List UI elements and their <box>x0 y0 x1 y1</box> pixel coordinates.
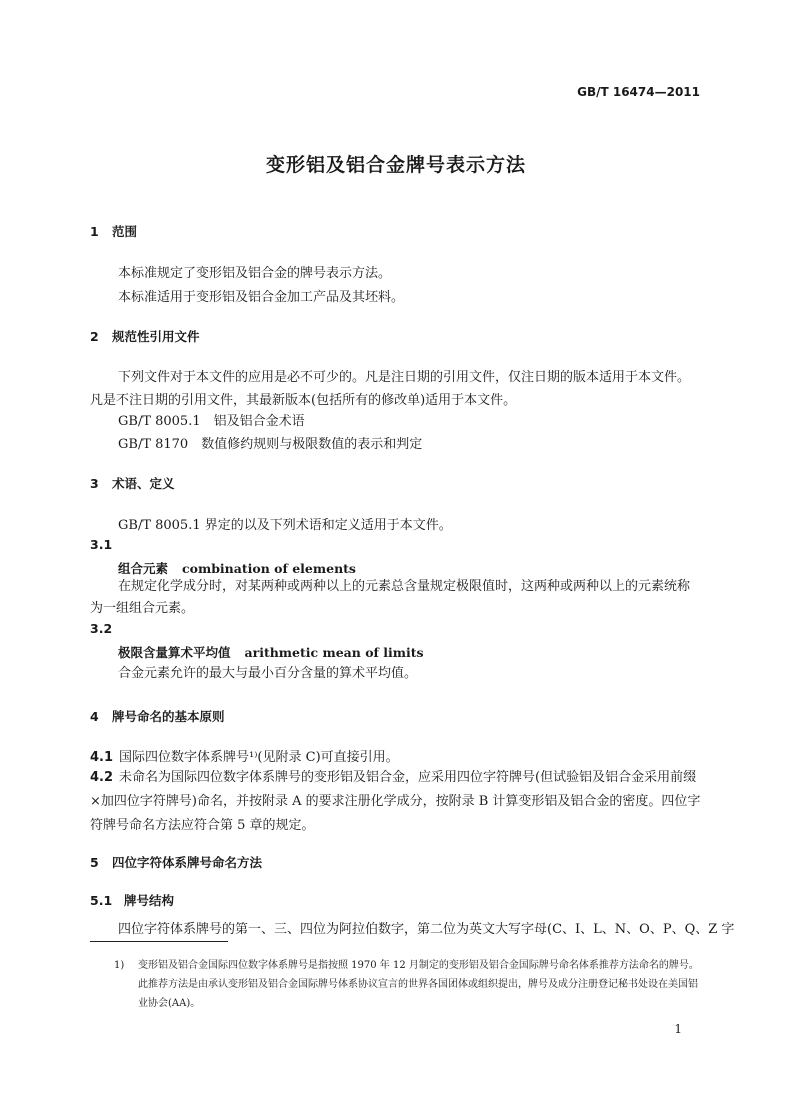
clause-number: 4.2 <box>90 770 114 785</box>
term-english: combination of elements <box>182 561 356 576</box>
reference-item: GB/T 8005.1 铝及铝合金术语 <box>118 414 305 429</box>
clause <box>90 746 399 765</box>
section-number: 4 <box>90 709 99 724</box>
section-title: 规范性引用文件 <box>112 329 200 344</box>
section-5-heading <box>90 853 262 871</box>
section-title: 四位字符体系牌号命名方法 <box>112 855 263 870</box>
paragraph: 四位字符体系牌号的第一、三、四位为阿拉伯数字，第二位为英文大写字母(C、I、L、N、O、P、Q、Z 字 <box>118 922 735 937</box>
standard-number: GB/T 16474—2011 <box>577 85 700 99</box>
term-number: 3.1 <box>90 537 113 552</box>
section-number: 1 <box>90 224 99 239</box>
term-chinese: 极限含量算术平均值 <box>118 645 231 660</box>
reference-item: GB/T 8170 数值修约规则与极限数值的表示和判定 <box>118 437 423 452</box>
section-title: 术语、定义 <box>112 476 175 491</box>
subsection-title: 牌号结构 <box>124 893 175 908</box>
section-number: 2 <box>90 329 99 344</box>
paragraph: 本标准规定了变形铝及铝合金的牌号表示方法。 <box>118 266 392 281</box>
clause <box>90 766 702 838</box>
section-4-heading <box>90 707 225 725</box>
term-chinese: 组合元素 <box>118 561 169 576</box>
footnote-text: 变形铝及铝合金国际四位数字体系牌号是指按照 1970 年 12 月制定的变形铝及铝合金国际牌号命名体系推荐方法命名的牌号。此推荐方法是由承认变形铝及铝合金国际牌号体系协议宣言的世界各国团体或组织提出，牌号及成分注册登记秘书处设在美国铝业协会(AA)。 <box>138 960 699 1009</box>
subsection-number: 5.1 <box>90 893 113 908</box>
paragraph: 下列文件对于本文件的应用是必不可少的。凡是注日期的引用文件，仅注日期的版本适用于本文件。凡是不注日期的引用文件，其最新版本(包括所有的修改单)适用于本文件。 <box>90 370 691 408</box>
footnote <box>114 956 704 1013</box>
page-number: 1 <box>674 1022 682 1036</box>
term-heading <box>118 559 356 577</box>
term-heading <box>118 643 424 661</box>
footnote-mark: 1) <box>114 960 125 971</box>
section-title: 范围 <box>112 224 138 239</box>
section-number: 5 <box>90 855 99 870</box>
clause-text: 国际四位数字体系牌号¹⁾(见附录 C)可直接引用。 <box>119 750 399 765</box>
section-number: 3 <box>90 476 99 491</box>
clause-text: 未命名为国际四位数字体系牌号的变形铝及铝合金，应采用四位字符牌号(但试验铝及铝合金采用前缀×加四位字符牌号)命名，并按附录 A 的要求注册化学成分，按附录 B 计算变形铝及铝合金的密度。四位字符牌号命名方法应符合第 5 章的规定。 <box>90 770 701 833</box>
clause-number: 4.1 <box>90 750 114 765</box>
section-3-heading <box>90 474 175 492</box>
term-definition: 合金元素允许的最大与最小百分含量的算术平均值。 <box>118 666 418 681</box>
term-number: 3.2 <box>90 621 113 636</box>
footnote-separator <box>90 941 228 942</box>
document-title: 变形铝及铝合金牌号表示方法 <box>265 154 526 176</box>
term-definition: 在规定化学成分时，对某两种或两种以上的元素总含量规定极限值时，这两种或两种以上的元素统称为一组组合元素。 <box>90 579 691 616</box>
section-title: 牌号命名的基本原则 <box>112 709 225 724</box>
paragraph: 本标准适用于变形铝及铝合金加工产品及其坯料。 <box>118 290 405 305</box>
section-2-heading <box>90 327 200 345</box>
term-english: arithmetic mean of limits <box>244 645 424 660</box>
subsection-5-1-heading <box>90 891 174 909</box>
paragraph: GB/T 8005.1 界定的以及下列术语和定义适用于本文件。 <box>118 518 452 533</box>
section-1-heading <box>90 222 137 240</box>
